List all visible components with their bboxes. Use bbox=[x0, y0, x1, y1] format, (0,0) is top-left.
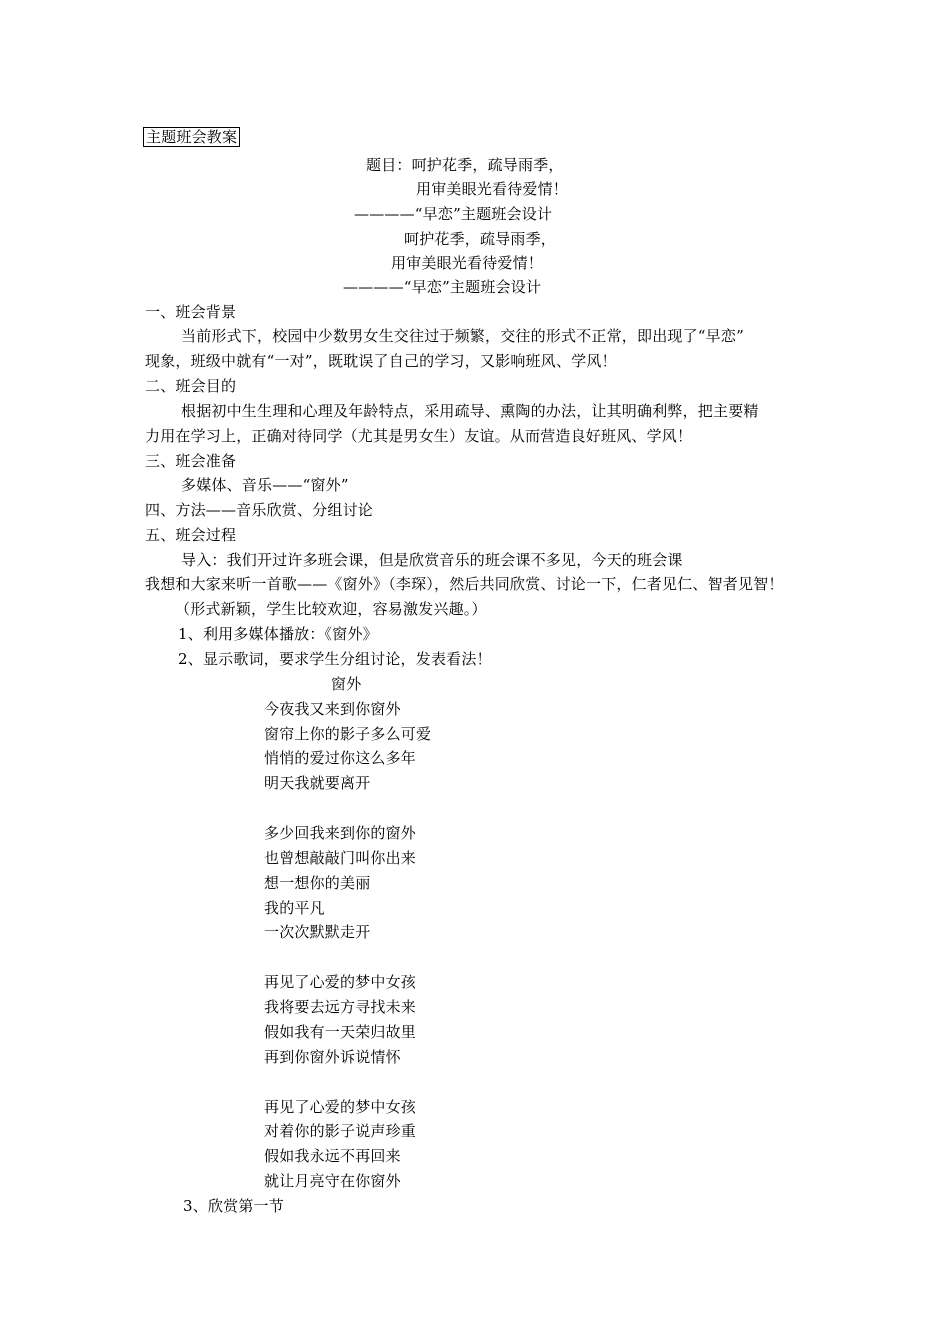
section-2-heading: 二、班会目的 bbox=[145, 377, 237, 395]
title-line-1: 题目：呵护花季，疏导雨季， bbox=[366, 156, 564, 174]
lyric-line: 想一想你的美丽 bbox=[264, 874, 371, 892]
section-1-paragraph-line-2: 现象，班级中就有“一对”，既耽误了自己的学习，又影响班风、学风！ bbox=[145, 352, 617, 370]
section-1-heading: 一、班会背景 bbox=[145, 303, 237, 321]
section-2-paragraph-line-2: 力用在学习上，正确对待同学（尤其是男女生）友谊。从而营造良好班风、学风！ bbox=[145, 427, 693, 445]
section-3-heading: 三、班会准备 bbox=[145, 452, 237, 470]
lyric-line: 也曾想敲敲门叫你出来 bbox=[264, 849, 417, 867]
section-5-paragraph-line-3: （形式新颖，学生比较欢迎，容易激发兴趣。） bbox=[175, 600, 487, 618]
title-line-2: 用审美眼光看待爱情！ bbox=[416, 180, 569, 198]
section-5-heading: 五、班会过程 bbox=[145, 526, 237, 544]
section-3-paragraph: 多媒体、音乐——“窗外” bbox=[181, 476, 349, 494]
lyric-line: 我将要去远方寻找未来 bbox=[264, 998, 417, 1016]
song-title: 窗外 bbox=[331, 675, 362, 693]
lyric-line: 明天我就要离开 bbox=[264, 774, 371, 792]
lyric-line: 今夜我又来到你窗外 bbox=[264, 700, 401, 718]
title-line-3: ————“早恋”主题班会设计 bbox=[354, 205, 553, 223]
lyric-line: 对着你的影子说声珍重 bbox=[264, 1122, 417, 1140]
title-line-6: ————“早恋”主题班会设计 bbox=[343, 278, 542, 296]
title-line-5: 用审美眼光看待爱情！ bbox=[391, 254, 544, 272]
title-line-4: 呵护花季，疏导雨季， bbox=[404, 230, 557, 248]
section-5-paragraph-line-2: 我想和大家来听一首歌——《窗外》（李琛），然后共同欣赏、讨论一下，仁者见仁、智者见智！ bbox=[145, 575, 784, 593]
lyric-line: 窗帘上你的影子多么可爱 bbox=[264, 725, 432, 743]
lyric-line: 多少回我来到你的窗外 bbox=[264, 824, 417, 842]
lyric-line: 再见了心爱的梦中女孩 bbox=[264, 973, 417, 991]
section-1-paragraph-line-1: 当前形式下，校园中少数男女生交往过于频繁，交往的形式不正常，即出现了“早恋” bbox=[181, 327, 744, 345]
lyric-line: 再见了心爱的梦中女孩 bbox=[264, 1098, 417, 1116]
lyric-line: 我的平凡 bbox=[264, 899, 325, 917]
lyric-line: 就让月亮守在你窗外 bbox=[264, 1172, 401, 1190]
lyric-line: 悄悄的爱过你这么多年 bbox=[264, 749, 417, 767]
step-2: 2、显示歌词，要求学生分组讨论，发表看法！ bbox=[178, 650, 492, 668]
section-5-paragraph-line-1: 导入：我们开过许多班会课，但是欣赏音乐的班会课不多见，今天的班会课 bbox=[181, 551, 683, 569]
lyric-line: 再到你窗外诉说情怀 bbox=[264, 1048, 401, 1066]
section-4-heading: 四、方法——音乐欣赏、分组讨论 bbox=[145, 501, 374, 519]
header-label-box: 主题班会教案 bbox=[143, 127, 240, 147]
section-2-paragraph-line-1: 根据初中生生理和心理及年龄特点，采用疏导、熏陶的办法，让其明确利弊，把主要精 bbox=[181, 402, 759, 420]
lyric-line: 假如我永远不再回来 bbox=[264, 1147, 401, 1165]
header-label bbox=[143, 127, 240, 147]
step-1: 1、利用多媒体播放：《窗外》 bbox=[178, 625, 378, 643]
lyric-line: 一次次默默走开 bbox=[264, 923, 371, 941]
step-3: 3、欣赏第一节 bbox=[183, 1197, 284, 1215]
lyric-line: 假如我有一天荣归故里 bbox=[264, 1023, 417, 1041]
